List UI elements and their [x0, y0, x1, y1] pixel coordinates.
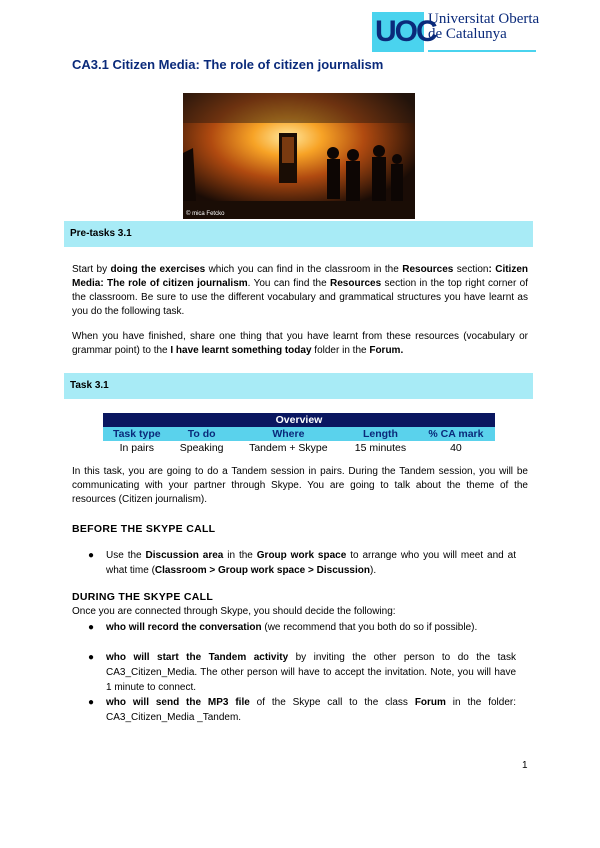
before-call-heading: BEFORE THE SKYPE CALL [72, 523, 216, 535]
before-call-bullet: ● Use the Discussion area in the Group work space to arrange who you will meet and at what time (Classroom > Group work space > Discussion). [88, 550, 516, 576]
during-call-intro: Once you are connected through Skype, you should decide the following: [72, 606, 396, 617]
column-header: Length [344, 427, 417, 441]
bullet-icon: ● [88, 622, 95, 633]
task-intro: In this task, you are going to do a Tandem session in pairs. During the Tandem session, you will be communicating with your partner through Skype. You are going to talk about the theme of the resources (Citizen journalism). [72, 466, 528, 505]
table-cell: In pairs [119, 442, 155, 454]
pretasks-paragraph-1: Start by doing the exercises which you can find in the classroom in the Resources section: Citizen Media: The role of citizen journalism. You can find the Resources section in the top right corner of the classroom. Be sure to use the different vocabulary and grammatical structures you have learnt as you do the following task. [72, 264, 528, 317]
table-row [103, 441, 495, 455]
table-cell: Speaking [179, 442, 224, 454]
uoc-logo-mark: UOC [372, 12, 424, 52]
during-bullet-2: ● who will start the Tandem activity by inviting the other person to do the task CA3_Citizen_Media. The other person will have to accept the invitation. Note, you will have 1 minute to connect. [88, 652, 516, 693]
logo-underline [428, 50, 536, 52]
overview-header-row [103, 427, 495, 441]
overview-title: Overview [103, 413, 495, 427]
page-title: CA3.1 Citizen Media: The role of citizen journalism [72, 57, 384, 72]
bullet-icon: ● [88, 550, 95, 561]
task-heading-band: Task 3.1 [64, 373, 533, 399]
protest-fire-photo [183, 93, 415, 219]
table-cell: Tandem + Skype [249, 442, 328, 454]
table-cell: 40 [450, 442, 462, 454]
column-header: % CA mark [417, 427, 495, 441]
during-call-heading: DURING THE SKYPE CALL [72, 591, 214, 603]
column-header: To do [171, 427, 233, 441]
column-header: Task type [103, 427, 171, 441]
photo-credit: © mica Fetcko [186, 211, 225, 217]
during-bullet-3: ● who will send the MP3 file of the Skype call to the class Forum in the folder: CA3_Citizen_Media _Tandem. [88, 697, 517, 723]
pretasks-heading-band: Pre-tasks 3.1 [64, 221, 533, 247]
pretasks-paragraph-2: When you have finished, share one thing that you have learnt from these resources (vocabulary or grammar point) to the I have learnt something today folder in the Forum. [72, 331, 528, 356]
column-header: Where [233, 427, 344, 441]
during-bullet-1: ● who will record the conversation (we recommend that you both do so if possible). [88, 622, 478, 633]
overview-table [103, 413, 495, 455]
table-cell: 15 minutes [354, 442, 407, 454]
page-number: 1 [522, 760, 528, 771]
uoc-logo-text: Universitat Oberta de Catalunya [428, 11, 540, 42]
bullet-icon: ● [88, 697, 95, 708]
bullet-icon: ● [88, 652, 95, 663]
